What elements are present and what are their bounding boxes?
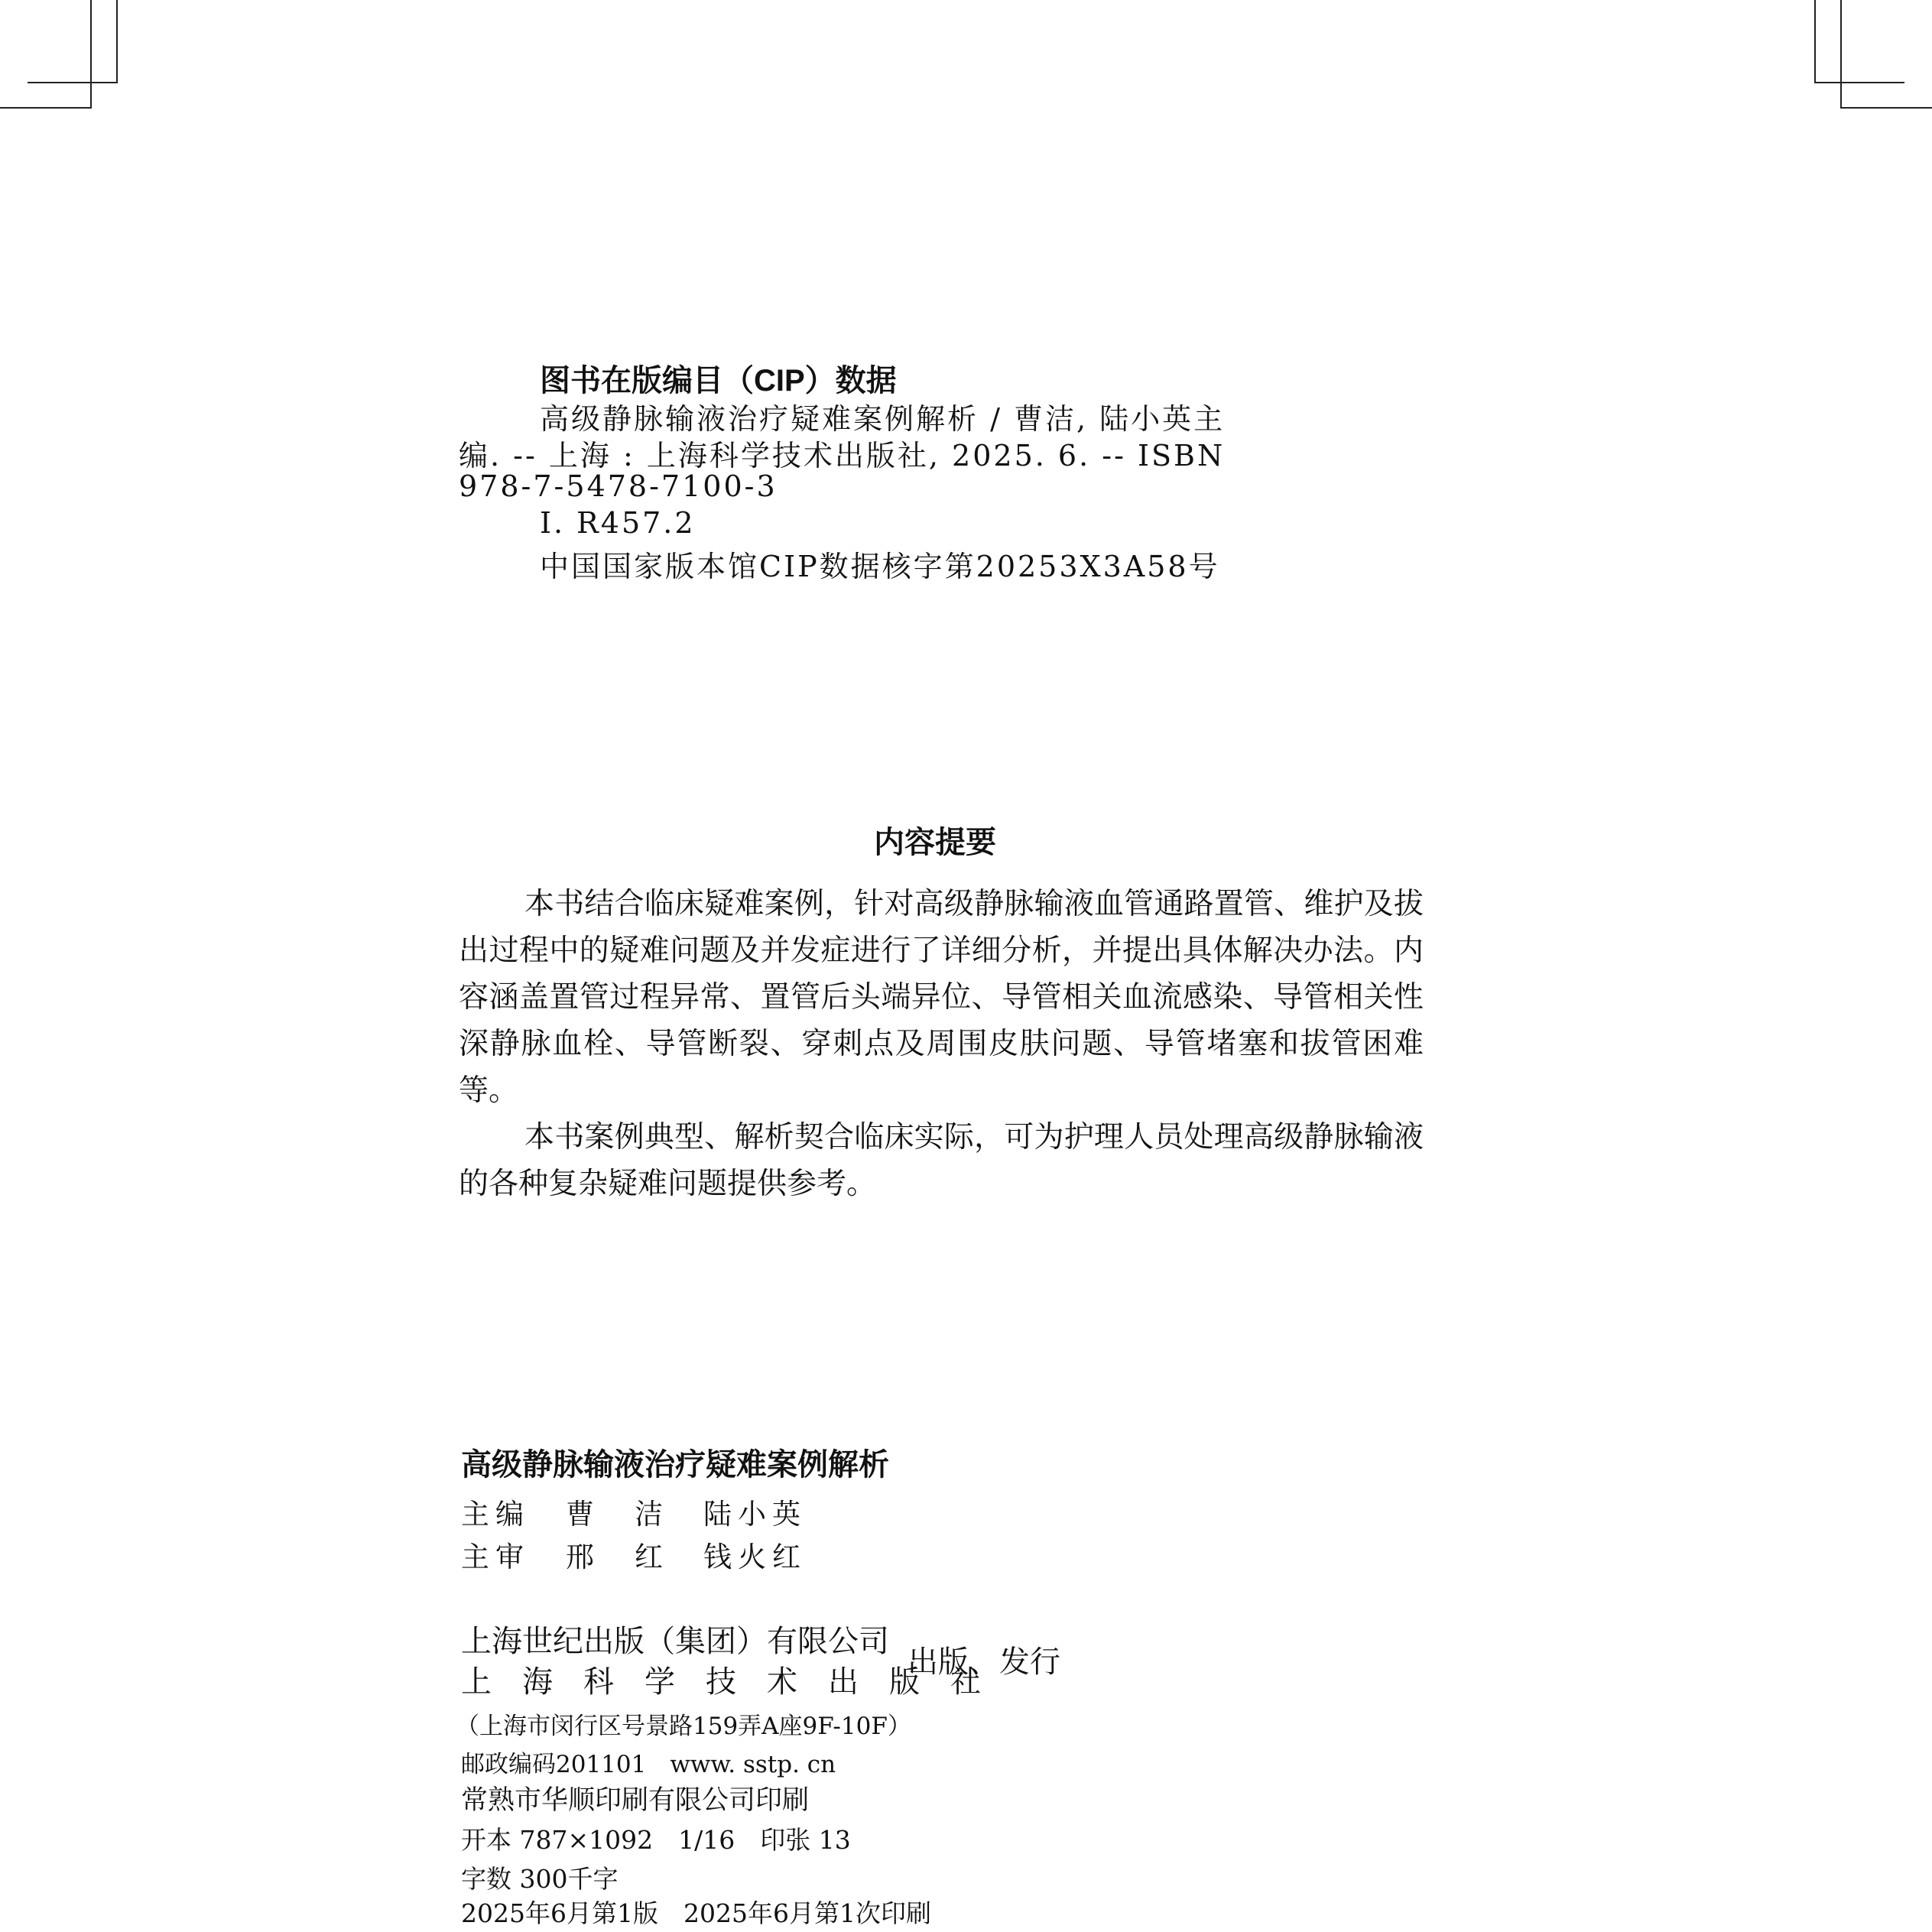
crop-mark-tl-h [28,82,118,83]
publisher-group: 上海世纪出版（集团）有限公司 [461,1624,889,1659]
crop-mark-tl-h2 [0,107,92,109]
editors-label: 主编 [461,1498,530,1531]
summary-heading: 内容提要 [874,826,996,859]
crop-mark-tr-v2 [1840,0,1842,109]
crop-mark-tl-v [116,0,118,83]
crop-mark-tr-h2 [1840,107,1932,109]
crop-mark-tl-v2 [90,0,92,109]
reviewers-names: 邢 红 钱火红 [566,1541,807,1573]
cip-heading: 图书在版编目（CIP）数据 [540,364,897,398]
printer: 常熟市华顺印刷有限公司印刷 [461,1785,810,1816]
cip-line-1: 高级静脉输液治疗疑难案例解析 / 曹洁, 陆小英主 [540,402,1226,436]
summary-paragraph-1: 本书结合临床疑难案例，针对高级静脉输液血管通路置管、维护及拔出过程中的疑难问题及并发症进行了详细分析，并提出具体解决办法。内容涵盖置管过程异常、置管后头端异位、导管相关血流感染、导管相关性深静脉血栓、导管断裂、穿刺点及周围皮肤问题、导管堵塞和拔管困难等。 [459,887,1424,1108]
publish-action: 出版、发行 [908,1645,1060,1680]
cip-line-4: Ⅰ. R457.2 [540,506,696,540]
postcode-website: 邮政编码201101 www. sstp. cn [461,1751,836,1778]
editors-names: 曹 洁 陆小英 [566,1498,807,1531]
crop-mark-tr-v [1814,0,1816,83]
reviewers-label: 主审 [461,1541,530,1573]
book-title: 高级静脉输液治疗疑难案例解析 [461,1448,889,1482]
cip-line-5: 中国国家版本馆CIP数据核字第20253X3A58号 [540,550,1220,583]
summary-paragraph-2: 本书案例典型、解析契合临床实际，可为护理人员处理高级静脉输液的各种复杂疑难问题提供参考。 [459,1120,1424,1201]
publisher-press: 上 海 科 学 技 术 出 版 社 [461,1664,981,1700]
word-count: 字数 300千字 [461,1864,619,1894]
cip-line-3: 978-7-5478-7100-3 [459,469,778,503]
edition-printing: 2025年6月第1版 2025年6月第1次印刷 [461,1898,931,1928]
format-sheets: 开本 787×1092 1/16 印张 13 [461,1825,851,1855]
publisher-address: （上海市闵行区号景路159弄A座9F-10F） [456,1713,911,1740]
cip-line-2: 编. -- 上海 : 上海科学技术出版社, 2025. 6. -- ISBN [459,439,1226,472]
crop-mark-tr-h [1814,82,1904,83]
